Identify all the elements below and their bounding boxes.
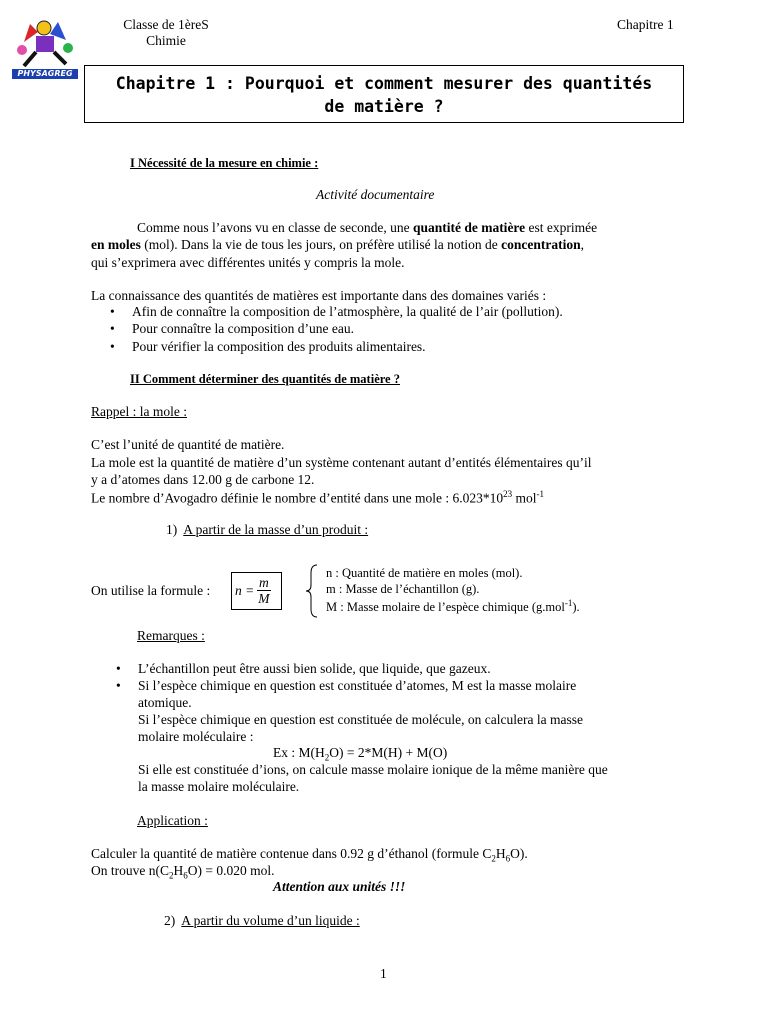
section1-subheading: Activité documentaire (316, 187, 435, 202)
title-box (84, 65, 684, 123)
header-subject-line: Chimie (146, 33, 186, 48)
logo-text: PHYSAGREG (17, 69, 73, 78)
remark-line: Si elle est constituée d’ions, on calcule masse molaire ionique de la même manière que (138, 762, 608, 777)
example-formula: Ex : $M(H_2O) = 2*M(H) + M(O)$ (273, 745, 448, 763)
application-question: Calculer la quantité de matière contenue dans 0.92 g d’éthanol (formule $C_2H_6O$). (91, 846, 528, 864)
brace-icon (304, 563, 320, 619)
remark-line: la masse molaire moléculaire. (138, 779, 300, 794)
list-item: • Pour connaître la composition d’une eau. (110, 321, 354, 336)
application-heading: Application : (137, 813, 208, 828)
mole-def-line3: y a d’atomes dans 12.00 g de carbone 12. (91, 472, 315, 487)
formula-fraction: $\frac{m}{M}$ (258, 575, 270, 606)
page-title-line1: Chapitre 1 : Pourquoi et comment mesurer des quantités (115, 74, 653, 93)
section1-heading: I Nécessité de la mesure en chimie : (130, 156, 319, 170)
remark-line: molaire moléculaire : (138, 729, 254, 744)
remarques-heading: Remarques : (137, 628, 205, 643)
mole-def-line1: C’est l’unité de quantité de matière. (91, 437, 285, 452)
list-item: • Pour vérifier la composition des produits alimentaires. (110, 339, 426, 354)
section1-p1-line2: en moles (mol). Dans la vie de tous les jours, on préfère utilisé la notion de concentration, (91, 237, 585, 252)
list-item: • L’échantillon peut être aussi bien solide, que liquide, que gazeux. (116, 661, 491, 676)
avogadro-line: Le nombre d’Avogadro définie le nombre d’entité dans une mole : $6.023*10^{23}$ mol$^{-1}$ (91, 489, 545, 506)
def-M: M : Masse molaire de l’espèce chimique (g.mol$^{-1}$). (326, 598, 580, 615)
part2-heading: 2) A partir du volume d’un liquide : (164, 913, 360, 928)
section1-p1-line1: Comme nous l’avons vu en classe de seconde, une quantité de matière est exprimée (137, 220, 598, 235)
attention-note: Attention aux unités !!! (273, 879, 406, 894)
page-title-line2: de matière ? (324, 97, 444, 116)
section2-heading: II Comment déterminer des quantités de matière ? (130, 372, 400, 386)
list-item: • Afin de connaître la composition de l’atmosphère, la qualité de l’air (pollution). (110, 304, 563, 319)
remark-line: Si l’espèce chimique en question est constituée de molécule, on calculera la masse (138, 712, 583, 727)
def-n: n : Quantité de matière en moles (mol). (326, 566, 523, 580)
header-chapter: Chapitre 1 (617, 17, 674, 32)
mole-def-line2: La mole est la quantité de matière d’un système contenant autant d’entités élémentaires qu’il (91, 455, 592, 470)
section1-p2: La connaissance des quantités de matières est importante dans des domaines variés : (91, 288, 547, 303)
rappel-heading: Rappel : la mole : (91, 404, 187, 419)
part1-heading: 1) A partir de la masse d’un produit : (166, 522, 369, 537)
def-m: m : Masse de l’échantillon (g). (326, 582, 480, 596)
application-answer: On trouve $n(C_2H_6O) = 0.020$ mol. (91, 863, 275, 881)
header-class (106, 17, 226, 49)
formula-intro: On utilise la formule : (91, 583, 211, 598)
formula-box (231, 572, 282, 610)
page-number: 1 (380, 966, 387, 981)
physagreg-logo (10, 14, 80, 80)
list-item: • Si l’espèce chimique en question est constituée d’atomes, M est la masse molaire (116, 678, 577, 693)
formula-lhs: n = (235, 583, 255, 598)
header-class-line: Classe de 1èreS (123, 17, 209, 32)
page-title (85, 72, 683, 118)
remark-line: atomique. (138, 695, 192, 710)
section1-p1-line3: qui s’exprimera avec différentes unités y compris la mole. (91, 255, 405, 270)
